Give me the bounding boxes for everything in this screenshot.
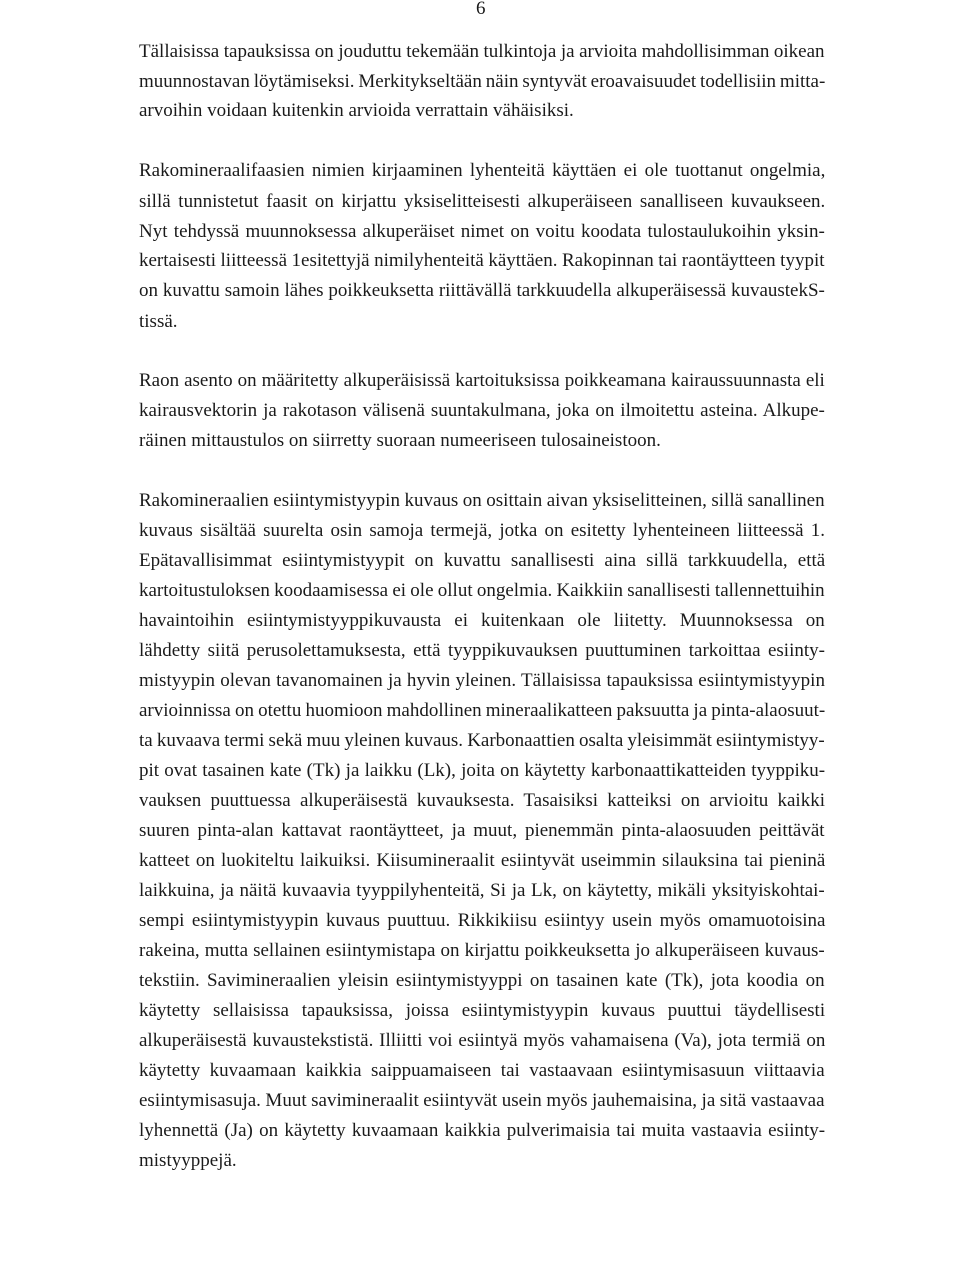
text-line: käytetty kuvaamaan kaikkia saippuamaiseen tai vastaavaan esiintymisasuun viittaavia (139, 1060, 825, 1081)
text-line: havaintoihin esiintymistyyppikuvausta ei kuitenkaan ole liitetty. Muunnoksessa on (139, 610, 825, 631)
text-line: esiintymisasuja. Muut savimineraalit esiintyvät usein myös jauhemaisina, ja sitä vastaavaa (139, 1090, 825, 1111)
text-line: mistyypin olevan tavanomainen ja hyvin yleinen. Tällaisissa tapauksissa esiintymistyypin (139, 670, 825, 691)
text-line: lähdetty siitä perusolettamuksesta, että tyyppikuvauksen puuttuminen tarkoittaa esiinty- (139, 640, 825, 661)
text-line: Rakomineraalien esiintymistyypin kuvaus on osittain aivan yksiselitteinen, sillä sanallinen (139, 490, 825, 511)
text-line: Nyt tehdyssä muunnoksessa alkuperäiset nimet on voitu koodata tulostaulukoihin yksin- (139, 221, 825, 242)
page-number: 6 (476, 0, 486, 19)
text-line: Tällaisissa tapauksissa on jouduttu tekemään tulkintoja ja arvioita mahdollisimman oikean (139, 41, 825, 62)
text-line: arvoihin voidaan kuitenkin arvioida verrattain vähäisiksi. (139, 100, 574, 121)
text-line: alkuperäisestä kuvaustekstistä. Illiitti voi esiintyä myös vahamaisena (Va), jota termiä on (139, 1030, 826, 1051)
text-line: rakeina, mutta sellainen esiintymistapa on kirjattu poikkeuksetta jo alkuperäiseen kuvaus- (139, 940, 825, 961)
text-line: on kuvattu samoin lähes poikkeuksetta riittävällä tarkkuudella alkuperäisessä kuvaustekS- (139, 280, 825, 301)
text-line: Rakomineraalifaasien nimien kirjaaminen lyhenteitä käyttäen ei ole tuottanut ongelmia, (139, 160, 826, 181)
text-line: arvioinnissa on otettu huomioon mahdollinen mineraalikatteen paksuutta ja pinta-alaosuut- (139, 700, 826, 721)
text-line: Epätavallisimmat esiintymistyypit on kuvattu sanallisesti aina sillä tarkkuudella, että (139, 550, 826, 571)
text-line: suuren pinta-alan kattavat raontäytteet, ja muut, pienemmän pinta-alaosuuden peittävät (139, 820, 825, 841)
text-line: tissä. (139, 311, 178, 332)
text-line: Raon asento on määritetty alkuperäisissä kartoituksissa poikkeamana kairaussuunnasta eli (139, 370, 825, 391)
text-line: räinen mittaustulos on siirretty suoraan numeeriseen tulosaineistoon. (139, 430, 661, 451)
text-line: tekstiin. Savimineraalien yleisin esiintymistyyppi on tasainen kate (Tk), jota koodia on (139, 970, 825, 991)
text-line: sempi esiintymistyypin kuvaus puuttuu. Rikkikiisu esiintyy usein myös omamuotoisina (139, 910, 826, 931)
text-line: ta kuvaava termi sekä muu yleinen kuvaus. Karbonaattien osalta yleisimmät esiintymistyy- (139, 730, 825, 751)
text-line: lyhennettä (Ja) on käytetty kuvaamaan kaikkia pulverimaisia tai muita vastaavia esiinty- (139, 1120, 826, 1141)
text-line: kairausvektorin ja rakotason välisenä suuntakulmana, joka on ilmoitettu asteina. Alkupe- (139, 400, 825, 421)
text-line: katteet on luokiteltu laikuiksi. Kiisumineraalit esiintyvät useimmin silauksina tai pieninä (139, 850, 826, 871)
text-line: sillä tunnistetut faasit on kirjattu yksiselitteisesti alkuperäiseen sanalliseen kuvaukseen. (139, 191, 826, 212)
text-line: kartoitustuloksen koodaamisessa ei ole ollut ongelmia. Kaikkiin sanallisesti tallennettuihin (139, 580, 825, 601)
text-line: pit ovat tasainen kate (Tk) ja laikku (Lk), joita on käytetty karbonaattikatteiden tyyppiku- (139, 760, 826, 781)
text-line: laikkuina, ja näitä kuvaavia tyyppilyhenteitä, Si ja Lk, on käytetty, mikäli yksityiskohtai- (139, 880, 825, 901)
text-line: kuvaus sisältää suurelta osin samoja termejä, jotka on esitetty lyhenteineen liitteessä 1. (139, 520, 826, 541)
text-line: käytetty sellaisissa tapauksissa, joissa esiintymistyypin kuvaus puuttui täydellisesti (139, 1000, 826, 1021)
text-line: vauksen puuttuessa alkuperäisestä kuvauksesta. Tasaisiksi katteiksi on arvioitu kaikki (139, 790, 825, 811)
text-line: mistyyppejä. (139, 1150, 237, 1171)
text-line: muunnostavan löytämiseksi. Merkitykseltään näin syntyvät eroavaisuudet todellisiin mitta- (139, 71, 826, 92)
text-line: kertaisesti liitteessä 1esitettyjä nimilyhenteitä käyttäen. Rakopinnan tai raontäytteen tyypit (139, 250, 825, 271)
